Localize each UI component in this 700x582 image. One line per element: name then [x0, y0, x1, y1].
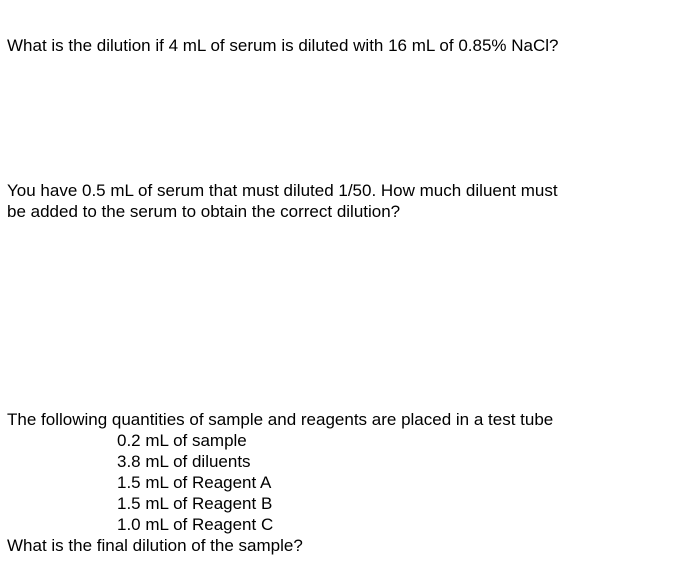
question-3: What is the final dilution of the sample? — [7, 536, 303, 555]
question-2-line-1: You have 0.5 mL of serum that must diluted 1/50. How much diluent must — [7, 181, 558, 200]
list-item: 3.8 mL of diluents — [117, 452, 251, 471]
question-2-line-2: be added to the serum to obtain the correct dilution? — [7, 202, 401, 221]
question-3-intro: The following quantities of sample and reagents are placed in a test tube — [7, 410, 554, 429]
question-1: What is the dilution if 4 mL of serum is diluted with 16 mL of 0.85% NaCl? — [7, 36, 559, 55]
reagent-list — [117, 430, 273, 535]
list-item: 0.2 mL of sample — [117, 431, 247, 450]
question-2 — [7, 180, 657, 222]
list-item: 1.0 mL of Reagent C — [117, 515, 274, 534]
list-item: 1.5 mL of Reagent B — [117, 494, 273, 513]
list-item: 1.5 mL of Reagent A — [117, 473, 272, 492]
